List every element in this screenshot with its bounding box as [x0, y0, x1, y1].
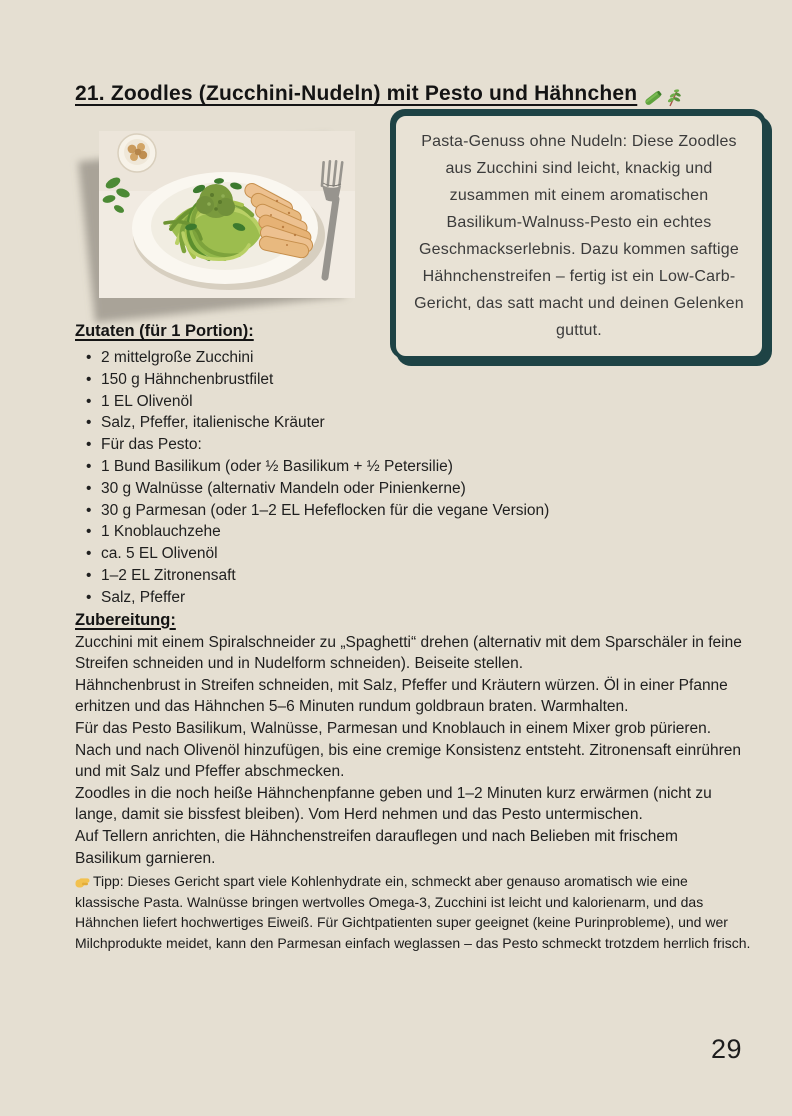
preparation-step: Für das Pesto Basilikum, Walnüsse, Parmesan und Knoblauch in einem Mixer grob pürieren. Nach und nach Olivenöl hinzufügen, bis eine cremige Konsistenz entsteht. Zitronensaft einrühren und mit Salz und Pfeffer abschmecken.	[75, 719, 742, 781]
ingredient-item: • 30 g Walnüsse (alternativ Mandeln oder Pinienkerne)	[101, 478, 743, 500]
intro-text: Pasta-Genuss ohne Nudeln: Diese Zoodles aus Zucchini sind leicht, knackig und zusammen mit einem aromatischen Basilikum-Walnuss-Pesto ein echtes Geschmackserlebnis. Dazu kommen saftige Hähnchenstreifen – fertig ist ein Low-Carb-Gericht, das satt macht und deinen Gelenken guttut.	[414, 133, 744, 339]
ingredients-heading: Zutaten (für 1 Portion):	[75, 322, 254, 340]
page-title-text: 21. Zoodles (Zucchini-Nudeln) mit Pesto und Hähnchen	[75, 82, 638, 106]
preparation-step: Zucchini mit einem Spiralschneider zu „Spaghetti“ drehen (alternativ mit dem Sparschäler in feine Streifen schneiden und in Nudelform schneiden). Beiseite stellen.	[75, 633, 742, 673]
ingredient-item: • ca. 5 EL Olivenöl	[101, 543, 743, 565]
pointing-right-icon	[75, 875, 90, 888]
title-icons	[643, 85, 684, 109]
herb-icon	[664, 88, 684, 108]
page-number: 29	[710, 1034, 742, 1064]
cucumber-icon	[643, 88, 664, 108]
recipe-photo-illustration	[99, 131, 355, 298]
ingredient-item: • 1 EL Olivenöl	[101, 391, 743, 413]
preparation-steps	[75, 632, 743, 870]
ingredient-item: • 30 g Parmesan (oder 1–2 EL Hefeflocken für die vegane Version)	[101, 500, 743, 522]
preparation-step: Auf Tellern anrichten, die Hähnchenstreifen darauflegen und nach Belieben mit frischem Basilikum garnieren.	[75, 827, 678, 867]
tip-paragraph	[75, 871, 751, 953]
preparation-step: Hähnchenbrust in Streifen schneiden, mit Salz, Pfeffer und Kräutern würzen. Öl in einer Pfanne erhitzen und das Hähnchen 5–6 Minuten rundum goldbraun braten. Warmhalten.	[75, 676, 728, 716]
preparation-step: Zoodles in die noch heiße Hähnchenpfanne geben und 1–2 Minuten kurz erwärmen (nicht zu lange, damit sie bissfest bleiben). Vom Herd nehmen und das Pesto untermischen.	[75, 784, 712, 824]
page-title	[75, 82, 755, 109]
ingredient-item: • Für das Pesto:	[101, 434, 743, 456]
tip-text: Tipp: Dieses Gericht spart viele Kohlenhydrate ein, schmeckt aber genauso aromatisch wie eine klassische Pasta. Walnüsse bringen wertvolles Omega-3, Zucchini ist leicht und kalorienarm, und das Hähnchen liefert hochwertiges Eiweiß. Für Gichtpatienten super geeignet (keine Purinprobleme), und wer Milchprodukte meidet, kann den Parmesan einfach weglassen – das Pesto schmeckt trotzdem herrlich frisch.	[75, 873, 751, 951]
ingredient-item: • 1 Bund Basilikum (oder ½ Basilikum + ½ Petersilie)	[101, 456, 743, 478]
ingredient-item: • Salz, Pfeffer, italienische Kräuter	[101, 412, 743, 434]
recipe-body	[75, 322, 751, 967]
ingredients-list	[75, 347, 743, 609]
recipe-photo	[99, 131, 355, 298]
preparation-heading: Zubereitung:	[75, 610, 176, 629]
ingredient-item: • 1 Knoblauchzehe	[101, 521, 743, 543]
ingredient-item: • 2 mittelgroße Zucchini	[101, 347, 743, 369]
ingredient-item: • 150 g Hähnchenbrustfilet	[101, 369, 743, 391]
ingredient-item: • 1–2 EL Zitronensaft	[101, 565, 743, 587]
ingredient-item: • Salz, Pfeffer	[101, 587, 743, 609]
